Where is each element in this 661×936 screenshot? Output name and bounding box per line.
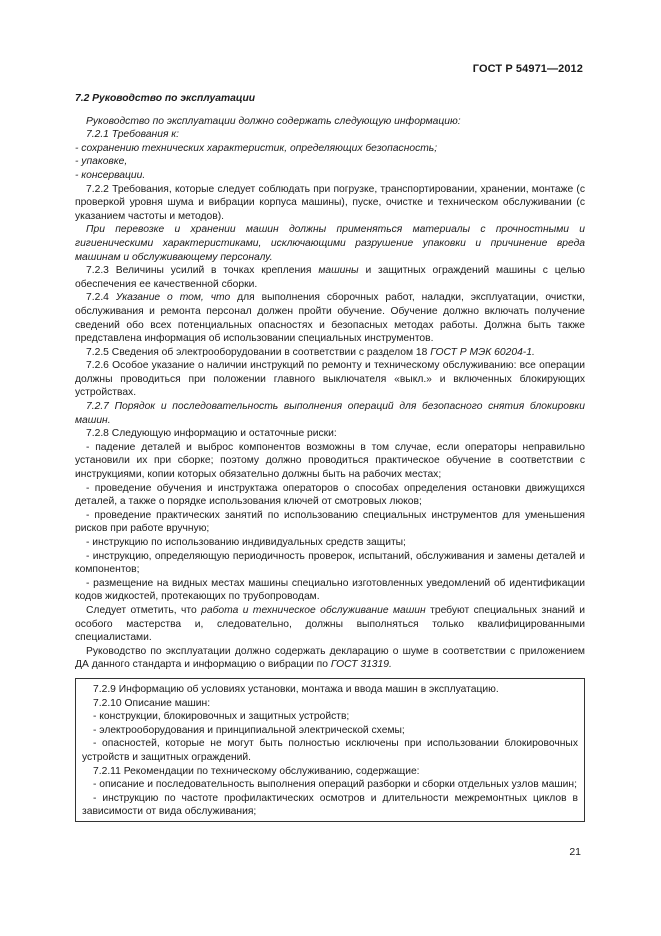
maintenance-item: - описание и последовательность выполнения операций разборки и сборки отдельных узлов машин; (93, 779, 577, 791)
clause-7-2-3: 7.2.3 Величины усилий в точках крепления машины и защитных ограждений машины с целью обеспечения ее качественной сборки. (75, 265, 585, 290)
description-item: - опасностей, которые не могут быть полностью исключены при использовании блокировочных устройств и защитных ограждений. (82, 738, 578, 763)
page-number: 21 (569, 846, 581, 858)
description-item: - конструкции, блокировочных и защитных устройств; (93, 711, 350, 723)
list-item: - упаковке, (75, 156, 128, 168)
risk-item: - размещение на видных местах машины специально изготовленных уведомлений об идентификации кодов жидкостей, протекающих по трубопроводам. (75, 577, 585, 603)
risk-item: - проведение практических занятий по использованию специальных инструментов для уменьшения рисков при работе вручную; (75, 509, 585, 535)
clause-7-2-7: 7.2.7 Порядок и последовательность выполнения операций для безопасного снятия блокировки машин. (75, 401, 585, 426)
clause-7-2-11: 7.2.11 Рекомендации по техническому обслуживанию, содержащие: (93, 765, 420, 777)
risk-item: - инструкцию по использованию индивидуальных средств защиты; (86, 537, 406, 548)
section-title: 7.2 Руководство по эксплуатации (75, 93, 256, 104)
framed-block (75, 678, 585, 822)
page-content (75, 92, 585, 822)
list-item: - сохранению технических характеристик, определяющих безопасность; (75, 142, 438, 154)
noise-declaration-paragraph: Руководство по эксплуатации должно содержать декларацию о шуме в соответствии с приложением ДА данного стандарта и информацию о вибрации по ГОСТ 31319. (75, 645, 585, 671)
note-paragraph: Следует отметить, что работа и техническое обслуживание машин требуют специальных знаний и особого мастерства и, следовательно, должны выполняться только квалифицированными специалистами. (75, 604, 586, 644)
clause-7-2-4: 7.2.4 Указание о том, что для выполнения сборочных работ, наладки, эксплуатации, очистки, обслуживания и ремонта персонал должен пройти обучение. Обучение должно включать получение сведений обо всех потенциальных опасностях и безопасных методах работы. Должна быть также представлена информация об использовании специальных инструментов. (75, 292, 585, 345)
clause-7-2-1: 7.2.1 Требования к: (86, 129, 180, 141)
clause-7-2-5: 7.2.5 Сведения об электрооборудовании в соответствии с разделом 18 ГОСТ Р МЭК 60204-1. (86, 346, 535, 358)
clause-7-2-2: 7.2.2 Требования, которые следует соблюдать при погрузке, транспортировании, хранении, монтаже (с проверкой уровня шума и вибрации корпуса машины), пуске, очистке и техническом обслуживании (с указанием частоты и методов). (75, 183, 585, 222)
clause-7-2-8: 7.2.8 Следующую информацию и остаточные риски: (86, 428, 337, 440)
risk-item: - инструкцию, определяющую периодичность проверок, испытаний, обслуживания и замены деталей и компонентов; (75, 550, 585, 576)
clause-7-2-6: 7.2.6 Особое указание о наличии инструкций по ремонту и техническому обслуживанию: все операции должны проводиться при положении главного выключателя «выкл.» и включенных блокирующих устройствах. (75, 360, 585, 399)
risk-item: - падение деталей и выброс компонентов возможны в том случае, если операторы неправильно установили их при сборке; поэтому должно проводиться практическое обучение в соответствии с инструкциями, копии которых обязательно должны быть на рабочих местах; (75, 441, 585, 481)
description-item: - электрооборудования и принципиальной электрической схемы; (93, 724, 405, 736)
intro-paragraph: Руководство по эксплуатации должно содержать следующую информацию: (86, 115, 461, 127)
italic-paragraph: При перевозке и хранении машин должны применяться материалы с прочностными и гигиеническими характеристиками, исключающими разрушение упаковки и причинение вреда машинам и обслуживающему персоналу. (75, 224, 585, 263)
clause-7-2-10: 7.2.10 Описание машин: (93, 697, 211, 709)
clause-7-2-9: 7.2.9 Информацию об условиях установки, монтажа и ввода машин в эксплуатацию. (93, 683, 499, 695)
risk-item: - проведение обучения и инструктажа операторов о способах определения остановки движущихся деталей, а также о порядке использования ключей от смотровых люков; (75, 482, 585, 508)
document-code: ГОСТ Р 54971—2012 (472, 63, 583, 75)
list-item: - консервации. (75, 169, 146, 181)
maintenance-item: - инструкцию по частоте профилактических осмотров и длительности межремонтных циклов в зависимости от вида обслуживания; (82, 792, 578, 818)
